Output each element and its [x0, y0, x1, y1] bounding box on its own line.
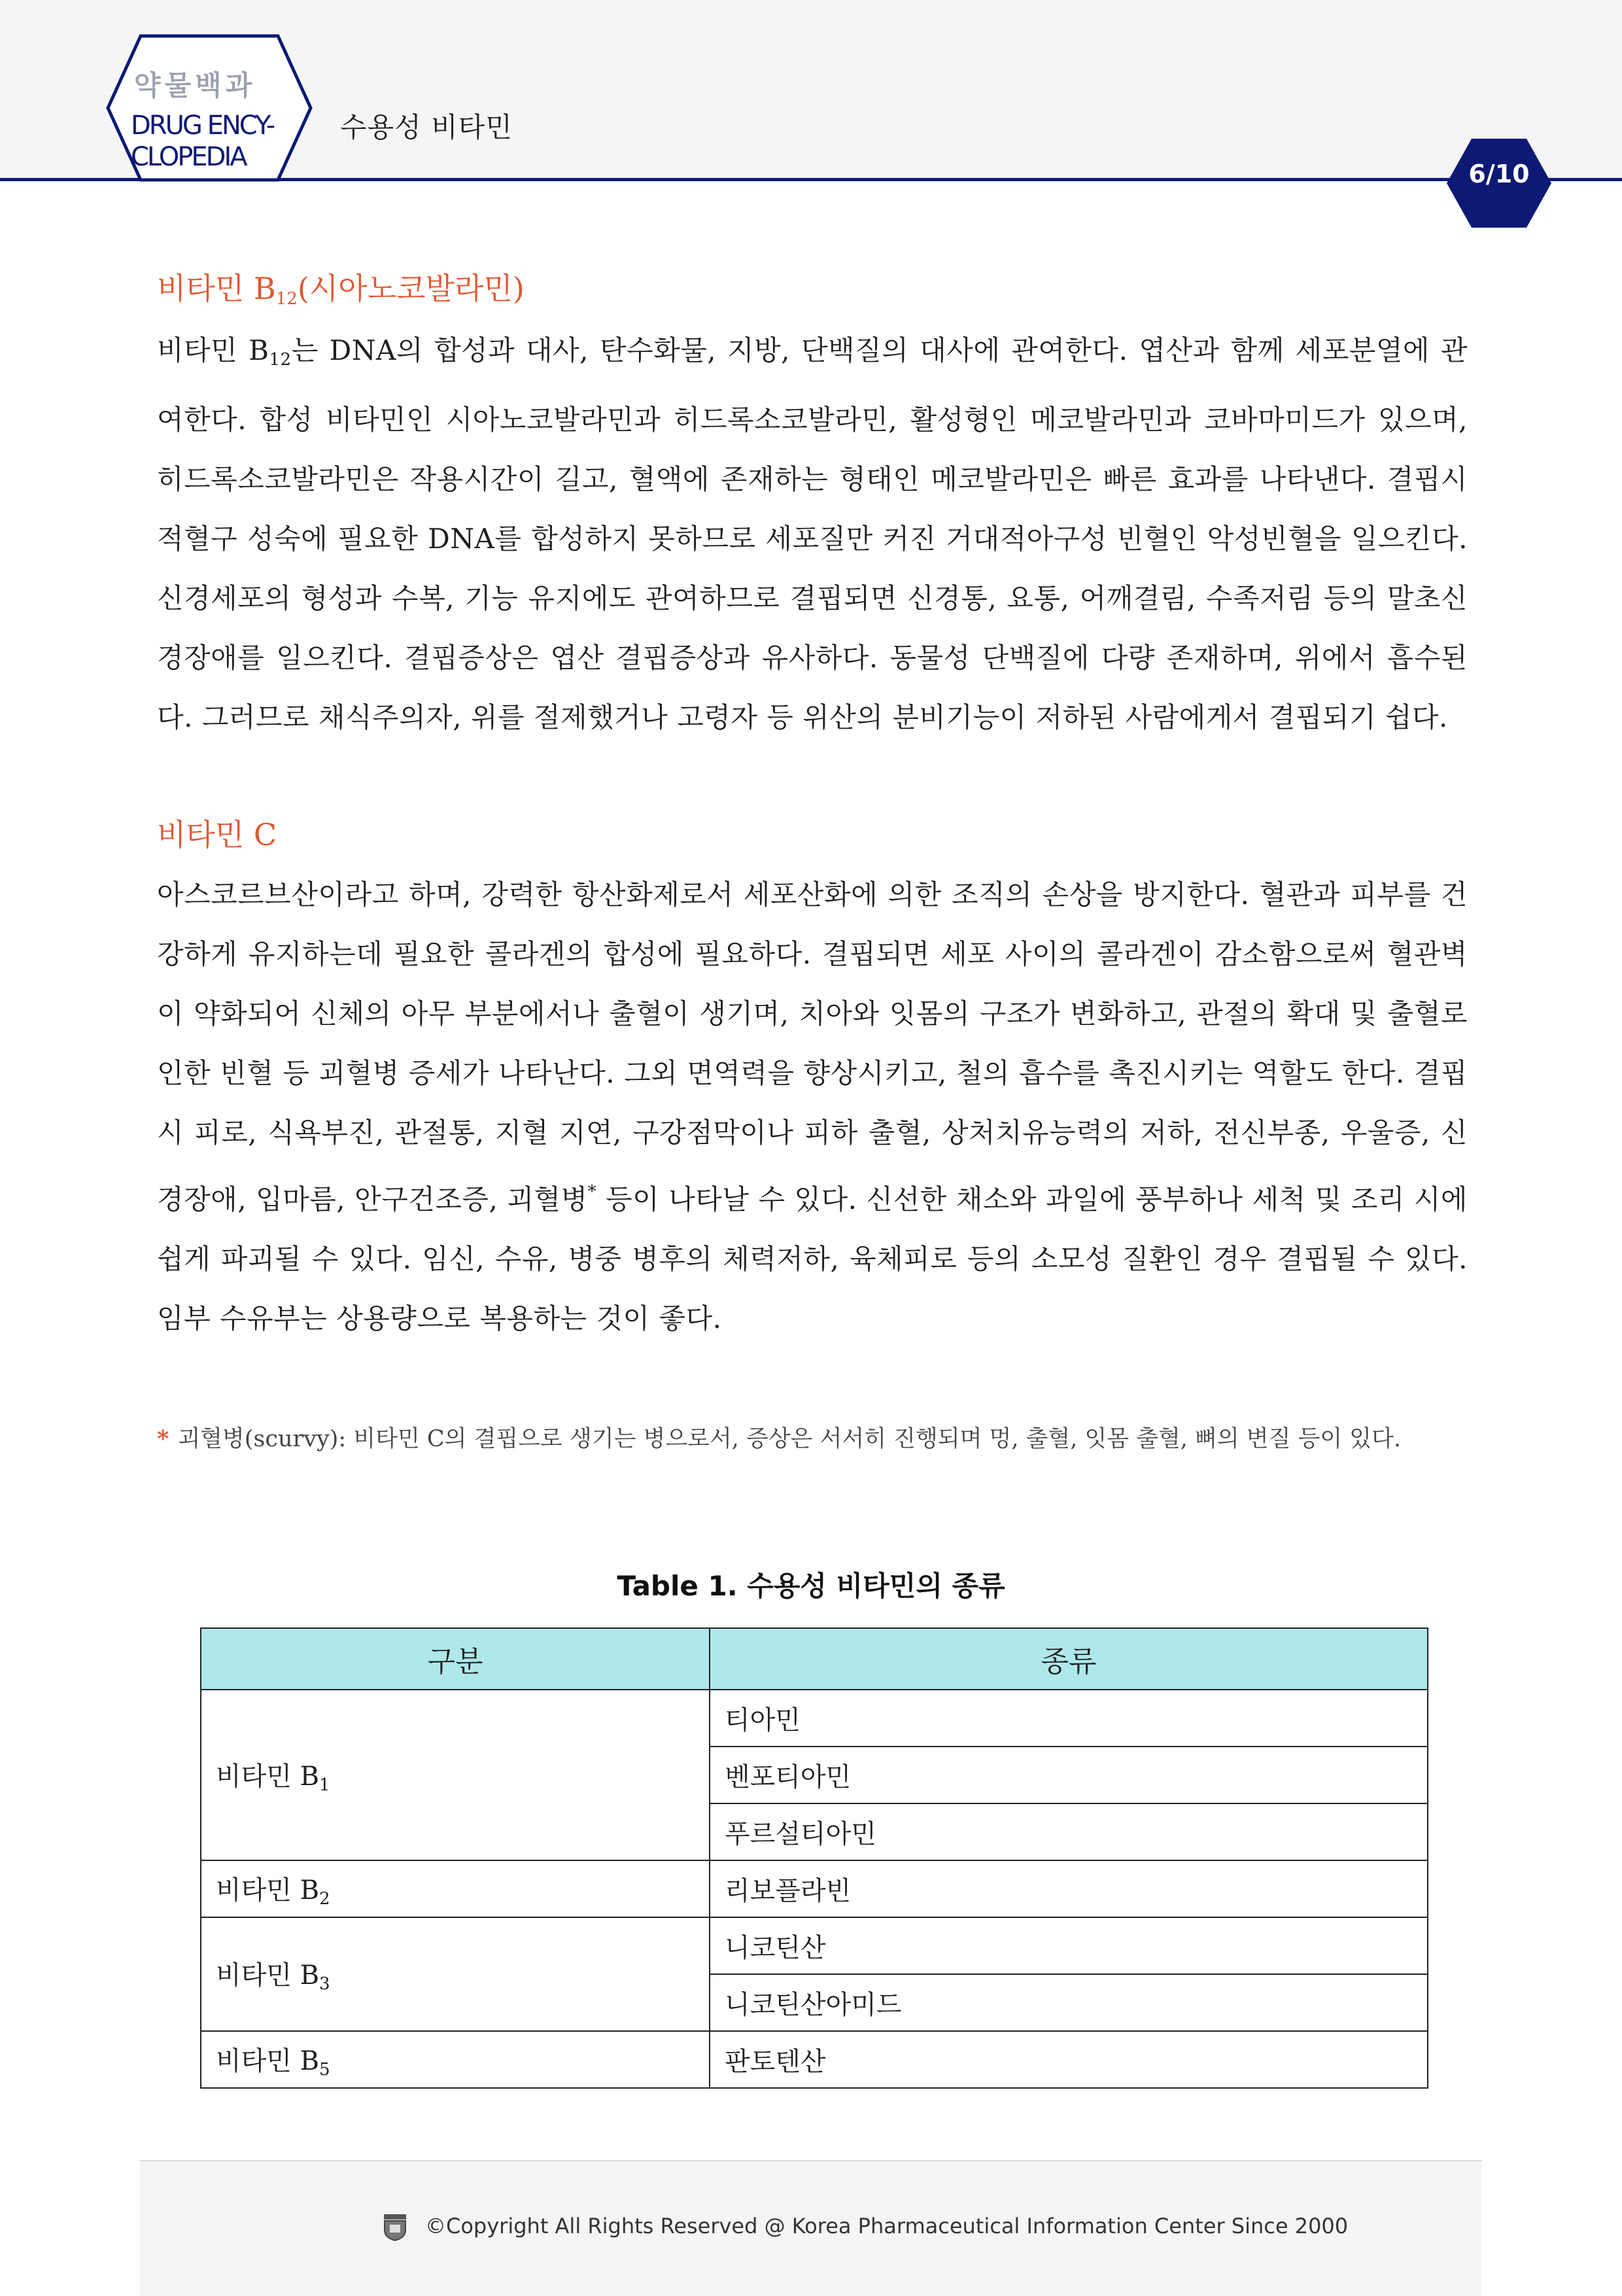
paragraph-c — [157, 865, 1468, 1348]
section-title-b12 — [157, 265, 525, 309]
footnote — [157, 1410, 1468, 1469]
table-row — [201, 1917, 1428, 1974]
para-b12-text: 는 DNA의 합성과 대사, 탄수화물, 지방, 단백질의 대사에 관여한다. 엽산과 함께 세포분열에 관여한다. 합성 비타민인 시아노코발라민과 히드록소코발라민, 활성형인 메코발라민과 코바마미드가 있으며, 히드록소코발라민은 작용시간이 길고, 혈액에 존재하는 형태인 메코발라민은 빠른 효과를 나타낸다. 결핍시 적혈구 성숙에 필요한 DNA를 합성하지 못하므로 세포질만 커진 거대적아구성 빈혈인 악성빈혈을 일으킨다. 신경세포의 형성과 수복, 기능 유지에도 관여하므로 결핍되면 신경통, 요통, 어깨결림, 수족저림 등의 말초신경장애를 일으킨다. 결핍증상은 엽산 결핍증상과 유사하다. 동물성 단백질에 다량 존재하며, 위에서 흡수된다. 그러므로 채식주의자, 위를 절제했거나 고령자 등 위산의 분비기능이 저하된 사람에게서 결핍되기 쉽다. — [157, 334, 1468, 733]
table-caption: Table 1. 수용성 비타민의 종류 — [617, 1570, 1005, 1602]
category-prefix: 비타민 B — [216, 2045, 320, 2076]
table-row — [201, 1690, 1428, 1747]
category-subscript: 1 — [319, 1775, 330, 1795]
table-cell-kind: 니코틴산아미드 — [710, 1974, 1428, 2031]
table-cell-kind: 벤포티아민 — [710, 1747, 1428, 1803]
section-title-c: 비타민 C — [157, 817, 277, 852]
table-header-row — [201, 1628, 1428, 1690]
copyright-text: ©Copyright All Rights Reserved @ Korea Pharmaceutical Information Center Since 2000 — [425, 2214, 1349, 2238]
table-cell-kind: 판토텐산 — [710, 2031, 1428, 2088]
shield-emblem-icon — [382, 2213, 408, 2242]
footnote-text: 괴혈병(scurvy): 비타민 C의 결핍으로 생기는 병으로서, 증상은 서서히 진행되며 멍, 출혈, 잇몸 출혈, 뼈의 변질 등이 있다. — [178, 1426, 1402, 1452]
footnote-star: * — [157, 1425, 169, 1452]
table-cell-category — [201, 1860, 710, 1917]
paragraph-b12 — [157, 321, 1468, 747]
category-subscript: 2 — [319, 1888, 330, 1909]
table-cell-kind: 니코틴산 — [710, 1917, 1428, 1974]
para-b12-prefix: 비타민 B — [157, 334, 269, 366]
category-subscript: 5 — [319, 2059, 330, 2079]
para-b12-subscript: 12 — [269, 350, 292, 370]
table-cell-category — [201, 2031, 710, 2088]
table-cell-kind: 푸르설티아민 — [710, 1803, 1428, 1860]
table-row — [201, 1860, 1428, 1917]
table-cell-kind: 티아민 — [710, 1690, 1428, 1747]
footnote-marker: * — [587, 1182, 597, 1202]
title-b12-suffix: (시아노코발라민) — [297, 271, 525, 306]
document-title: 수용성 비타민 — [340, 111, 513, 143]
table-cell-category — [201, 1690, 710, 1860]
page-number: 6/10 — [1468, 160, 1530, 188]
category-prefix: 비타민 B — [216, 1960, 320, 1991]
category-prefix: 비타민 B — [216, 1761, 320, 1792]
table-row — [201, 2031, 1428, 2088]
table-cell-kind: 리보플라빈 — [710, 1860, 1428, 1917]
para-c-text-1: 아스코르브산이라고 하며, 강력한 항산화제로서 세포산화에 의한 조직의 손상을 방지한다. 혈관과 피부를 건강하게 유지하는데 필요한 콜라겐의 합성에 필요하다. 결핍되면 세포 사이의 콜라겐이 감소함으로써 혈관벽이 약화되어 신체의 아무 부분에서나 출혈이 생기며, 치아와 잇몸의 구조가 변화하고, 관절의 확대 및 출혈로 인한 빈혈 등 괴혈병 증세가 나타난다. 그외 면역력을 향상시키고, 철의 흡수를 촉진시키는 역할도 한다. 결핍 시 피로, 식욕부진, 관절통, 지혈 지연, 구강점막이나 피하 출혈, 상처치유능력의 저하, 전신부종, 우울증, 신경장애, 입마름, 안구건조증, 괴혈병 — [157, 878, 1468, 1215]
para-c-text-2: 등이 나타날 수 있다. 신선한 채소와 과일에 풍부하나 세척 및 조리 시에 쉽게 파괴될 수 있다. 임신, 수유, 병중 병후의 체력저하, 육체피로 등의 소모성 질환인 경우 결핍될 수 있다. 임부 수유부는 상용량으로 복용하는 것이 좋다. — [157, 1183, 1468, 1334]
title-b12-prefix: 비타민 B — [157, 271, 276, 306]
logo-english-text: DRUG ENCY- CLOPEDIA — [131, 111, 274, 172]
vitamin-table — [200, 1627, 1428, 2089]
table-cell-category — [201, 1917, 710, 2031]
title-b12-subscript: 12 — [275, 289, 298, 309]
category-prefix: 비타민 B — [216, 1875, 320, 1905]
table-header-kind: 종류 — [710, 1628, 1428, 1690]
table-header-category: 구분 — [201, 1628, 710, 1690]
logo-korean-text: 약물백과 — [134, 69, 256, 101]
category-subscript: 3 — [319, 1974, 330, 1994]
